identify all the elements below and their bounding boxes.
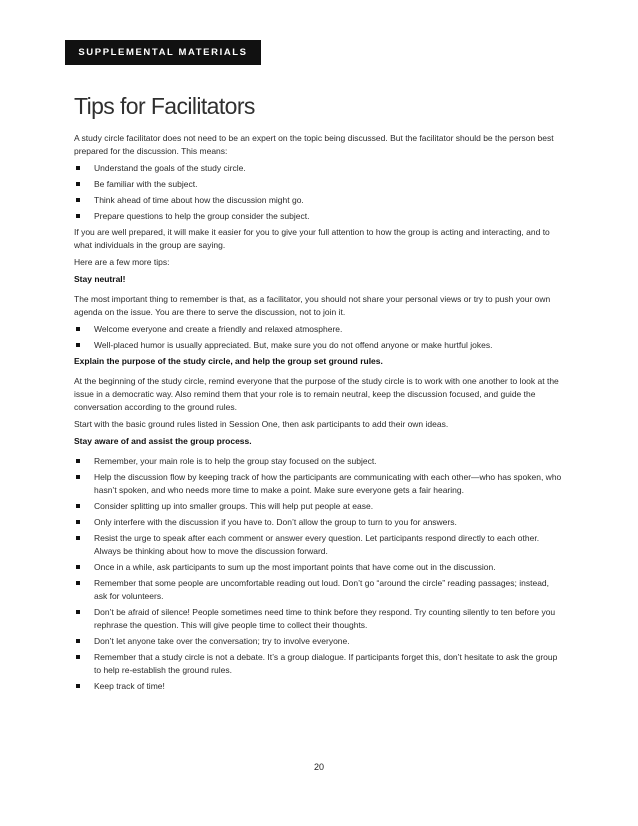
list-item: Help the discussion flow by keeping track of how the participants are communicating with each other—who has spoken, who hasn’t spoken, and who needs more time to make a point. Make sure everyone gets a fair hearing.: [74, 471, 564, 497]
list-item: Remember, your main role is to help the group stay focused on the subject.: [74, 455, 564, 468]
square-bullet-icon: [76, 182, 80, 186]
square-bullet-icon: [76, 639, 80, 643]
stay-neutral-paragraph: The most important thing to remember is that, as a facilitator, you should not share your personal views or try to push your own agenda on the issue. You are there to serve the discussion, not to join it.: [74, 294, 551, 317]
document-body: [74, 132, 564, 696]
list-item: Don’t be afraid of silence! People sometimes need time to think before they respond. Try counting silently to ten before you rephrase the question. This will give people time to collect their thoughts.: [74, 606, 564, 632]
section-header-band: [65, 40, 261, 65]
list-item: Well-placed humor is usually appreciated. But, make sure you do not offend anyone or make hurtful jokes.: [74, 339, 564, 352]
list-item: Prepare questions to help the group consider the subject.: [74, 210, 564, 223]
square-bullet-icon: [76, 343, 80, 347]
square-bullet-icon: [76, 536, 80, 540]
group-process-heading: Stay aware of and assist the group process.: [74, 436, 252, 446]
list-item: Once in a while, ask participants to sum up the most important points that have come out in the discussion.: [74, 561, 564, 574]
square-bullet-icon: [76, 327, 80, 331]
list-item: Resist the urge to speak after each comment or answer every question. Let participants respond directly to each other. Always be thinking about how to move the discussion forward.: [74, 532, 564, 558]
list-item: Keep track of time!: [74, 680, 564, 693]
stay-neutral-heading: Stay neutral!: [74, 274, 126, 284]
square-bullet-icon: [76, 581, 80, 585]
ground-rules-paragraph: Start with the basic ground rules listed in Session One, then ask participants to add their own ideas.: [74, 419, 449, 429]
list-item: Don’t let anyone take over the conversation; try to involve everyone.: [74, 635, 564, 648]
list-item: Understand the goals of the study circle.: [74, 162, 564, 175]
list-item: Remember that some people are uncomfortable reading out loud. Don’t go “around the circle” reading passages; instead, ask for volunteers.: [74, 577, 564, 603]
purpose-paragraph: At the beginning of the study circle, remind everyone that the purpose of the study circle is to work with one another to look at the issue in a democratic way. Also remind them that your role is to remain neutral, keep the discussion focused, and guide the conversation according to the ground rules.: [74, 376, 559, 412]
square-bullet-icon: [76, 684, 80, 688]
square-bullet-icon: [76, 655, 80, 659]
square-bullet-icon: [76, 214, 80, 218]
purpose-heading: Explain the purpose of the study circle, and help the group set ground rules.: [74, 356, 383, 366]
square-bullet-icon: [76, 166, 80, 170]
list-item: Welcome everyone and create a friendly and relaxed atmosphere.: [74, 323, 564, 336]
stay-neutral-list: [74, 323, 564, 352]
square-bullet-icon: [76, 565, 80, 569]
square-bullet-icon: [76, 459, 80, 463]
means-list: [74, 162, 564, 223]
list-item: Consider splitting up into smaller groups. This will help put people at ease.: [74, 500, 564, 513]
list-item: Only interfere with the discussion if you have to. Don’t allow the group to turn to you for answers.: [74, 516, 564, 529]
intro-paragraph: A study circle facilitator does not need to be an expert on the topic being discussed. But the facilitator should be the person best prepared for the discussion. This means:: [74, 133, 554, 156]
prepared-paragraph: If you are well prepared, it will make it easier for you to give your full attention to how the group is acting and interacting, and to what individuals in the group are saying.: [74, 227, 550, 250]
list-item: Think ahead of time about how the discussion might go.: [74, 194, 564, 207]
square-bullet-icon: [76, 198, 80, 202]
group-process-list: [74, 455, 564, 693]
list-item: Be familiar with the subject.: [74, 178, 564, 191]
section-label: SUPPLEMENTAL MATERIALS: [78, 47, 248, 58]
page-title: Tips for Facilitators: [74, 93, 255, 119]
square-bullet-icon: [76, 520, 80, 524]
square-bullet-icon: [76, 610, 80, 614]
square-bullet-icon: [76, 475, 80, 479]
list-item: Remember that a study circle is not a debate. It’s a group dialogue. If participants forget this, don’t hesitate to ask the group to help re-establish the ground rules.: [74, 651, 564, 677]
more-tips-paragraph: Here are a few more tips:: [74, 257, 170, 267]
page-number: 20: [313, 762, 324, 772]
square-bullet-icon: [76, 504, 80, 508]
